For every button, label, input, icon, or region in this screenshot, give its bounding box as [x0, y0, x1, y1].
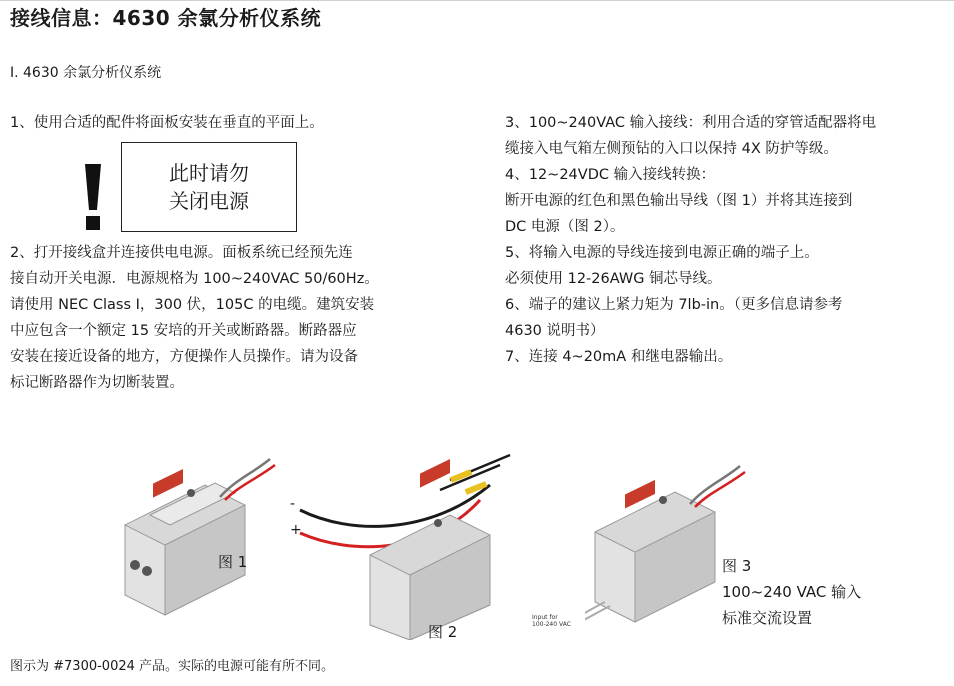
- figure-2-plus-label: +: [290, 522, 302, 538]
- figure-3-input-note: Input for 100-240 VAC: [532, 614, 571, 628]
- step-text-line: 4630 说明书）: [505, 323, 605, 339]
- figure-3-label: [722, 553, 861, 631]
- step-2-line: 标记断路器作为切断装置。: [10, 375, 184, 391]
- page-title: 接线信息：4630 余氯分析仪系统: [10, 6, 322, 30]
- step-text-line: 5、将输入电源的导线连接到电源正确的端子上。: [505, 245, 819, 261]
- step-text-line: 6、端子的建议上紧力矩为 7lb-in。（更多信息请参考: [505, 297, 843, 313]
- step-text-line: 7、连接 4~20mA 和继电器输出。: [505, 349, 733, 365]
- figure-caption: 图示为 #7300-0024 产品。实际的电源可能有所不同。: [10, 659, 335, 674]
- figure-1-power-supply: [105, 455, 285, 625]
- step-text-line: DC 电源（图 2）。: [505, 219, 625, 235]
- figure-3-title: 图 3: [722, 557, 752, 575]
- step-2-line: 安装在接近设备的地方，方便操作人员操作。请为设备: [10, 349, 358, 365]
- right-column-steps: [505, 110, 876, 370]
- top-rule: [0, 0, 954, 1]
- step-2-block: [10, 240, 379, 396]
- figure-2-minus-label: -: [290, 496, 296, 512]
- step-2-line: 接自动开关电源．电源规格为 100~240VAC 50/60Hz。: [10, 271, 379, 287]
- figure-3-setting-label: 标准交流设置: [722, 609, 813, 627]
- warning-line-2: 关闭电源: [169, 189, 249, 213]
- figure-2-label: 图 2: [428, 623, 458, 641]
- warning-line-1: 此时请勿: [169, 161, 249, 185]
- section-heading: I. 4630 余氯分析仪系统: [10, 65, 162, 81]
- exclamation-icon: [82, 162, 104, 232]
- step-text-line: 必须使用 12-26AWG 铜芯导线。: [505, 271, 722, 287]
- step-text-line: 断开电源的红色和黑色输出导线（图 1）并将其连接到: [505, 193, 853, 209]
- step-2-line: 请使用 NEC Class I，300 伏，105C 的电缆。建筑安装: [10, 297, 375, 313]
- step-1-text: 1、使用合适的配件将面板安装在垂直的平面上。: [10, 115, 324, 131]
- figure-3-input-label: 100~240 VAC 输入: [722, 583, 862, 601]
- power-warning-box: [121, 142, 297, 232]
- step-2-line: 2、打开接线盒并连接供电电源。面板系统已经预先连: [10, 245, 353, 261]
- figure-2-power-supply: [290, 445, 520, 640]
- figure-1-label: 图 1: [218, 553, 248, 571]
- step-text-line: 缆接入电气箱左侧预钻的入口以保持 4X 防护等级。: [505, 141, 838, 157]
- step-text-line: 4、12~24VDC 输入接线转换：: [505, 167, 716, 183]
- step-text-line: 3、100~240VAC 输入接线：利用合适的穿管适配器将电: [505, 115, 877, 131]
- step-2-line: 中应包含一个额定 15 安培的开关或断路器。断路器应: [10, 323, 357, 339]
